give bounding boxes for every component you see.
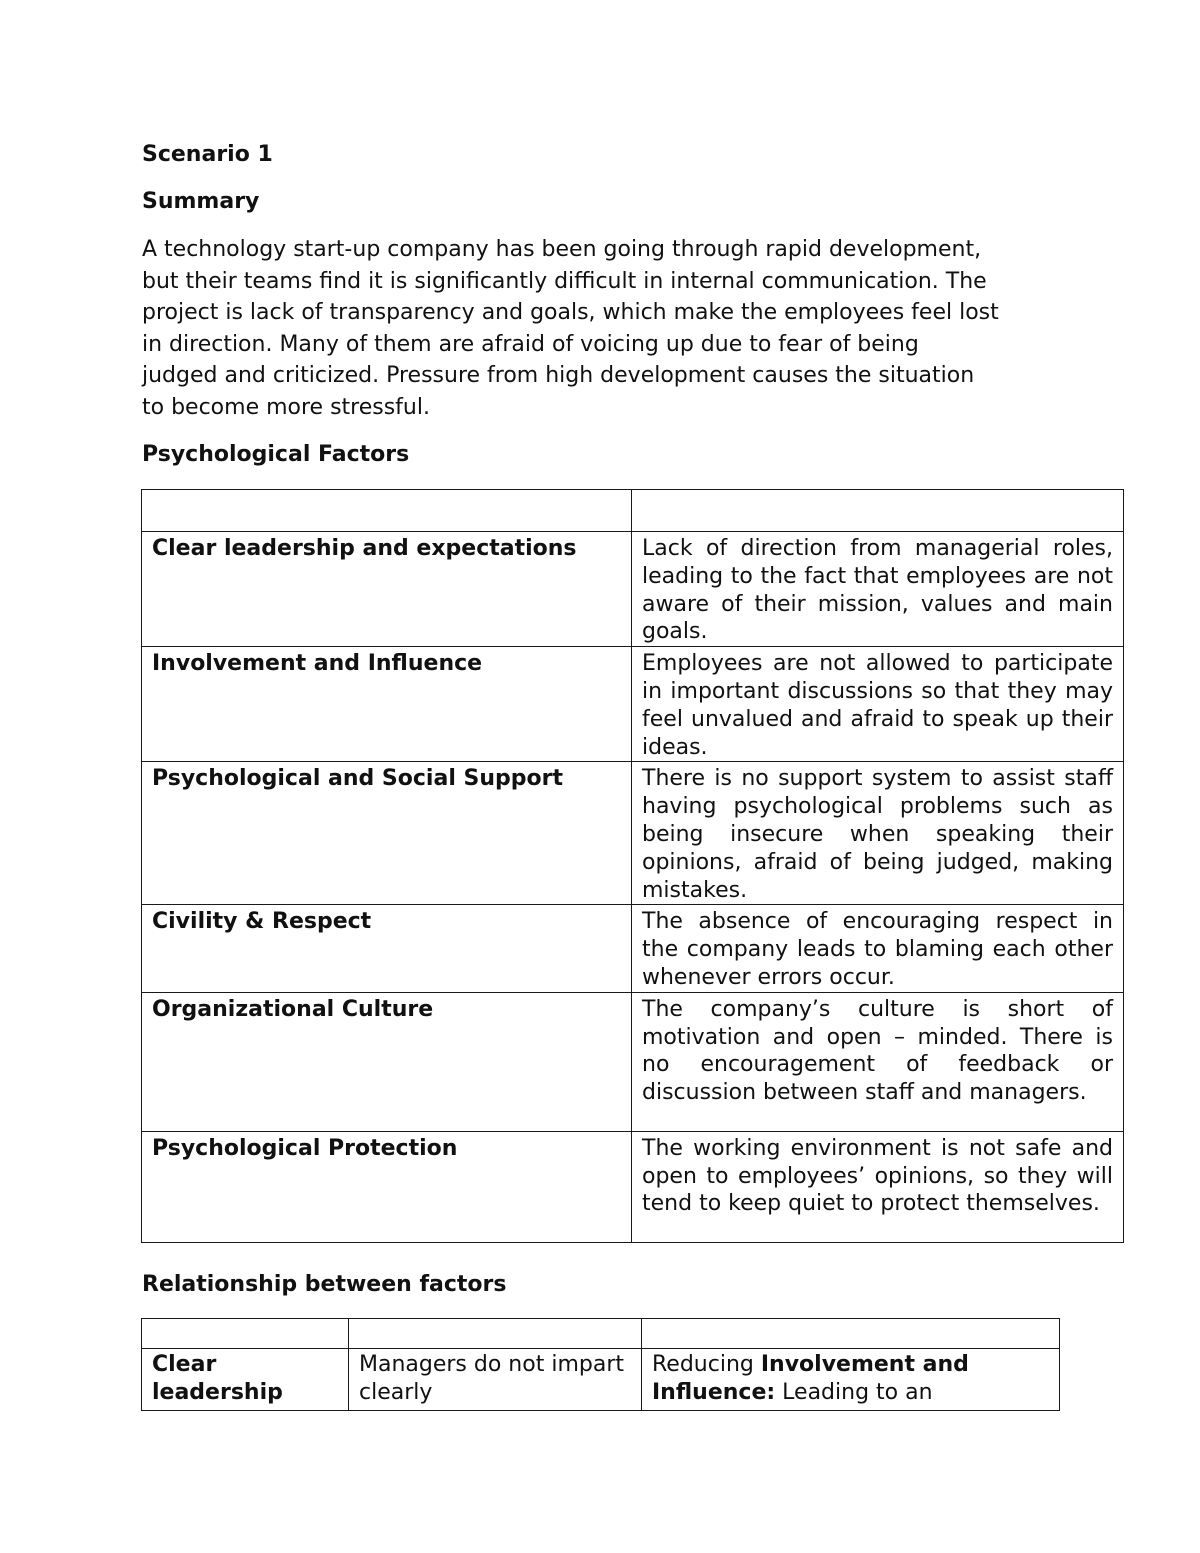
summary-line: in direction. Many of them are afraid of voicing up due to fear of being xyxy=(142,331,919,357)
table-row xyxy=(142,647,1124,762)
factor-description-cell: The absence of encouraging respect in the company leads to blaming each other whenever errors occur. xyxy=(632,905,1124,992)
factor-description-cell: The company’s culture is short of motivation and open – minded. There is no encouragement of feedback or discussion between staff and managers. xyxy=(632,992,1124,1131)
summary-line: to become more stressful. xyxy=(142,394,430,420)
factor-description-cell: Lack of direction from managerial roles, leading to the fact that employees are not aware of their mission, values and main goals. xyxy=(632,532,1124,647)
page-break-border xyxy=(141,1410,1059,1411)
relationship-cause-cell: Managers do not impart clearly xyxy=(349,1349,642,1411)
summary-heading: Summary xyxy=(142,189,260,214)
relationship-factor-cell: Clear leadership xyxy=(142,1349,349,1411)
scenario-title: Scenario 1 xyxy=(142,142,273,167)
effect-bold-term: Involvement and Influence: xyxy=(652,1352,969,1405)
factor-description-cell: Employees are not allowed to participate in important discussions so that they may feel unvalued and afraid to speak up their ideas. xyxy=(632,647,1124,762)
table-header-cell xyxy=(142,1319,349,1349)
table-row xyxy=(142,1349,1060,1411)
table-row xyxy=(142,905,1124,992)
table-row xyxy=(142,532,1124,647)
factor-name-cell: Clear leadership and expectations xyxy=(142,532,632,647)
table-header-row xyxy=(142,1319,1060,1349)
factor-name-cell: Psychological and Social Support xyxy=(142,762,632,905)
table-header-cell xyxy=(632,490,1124,532)
factor-description-cell: The working environment is not safe and open to employees’ opinions, so they will tend to keep quiet to protect themselves. xyxy=(632,1131,1124,1242)
factor-name-cell: Organizational Culture xyxy=(142,992,632,1131)
table-header-row xyxy=(142,490,1124,532)
factor-name-cell: Civility & Respect xyxy=(142,905,632,992)
table-row xyxy=(142,1131,1124,1242)
psychological-factors-heading: Psychological Factors xyxy=(142,442,410,467)
effect-prefix: Reducing xyxy=(652,1352,761,1377)
factor-name-cell: Involvement and Influence xyxy=(142,647,632,762)
summary-line: project is lack of transparency and goals, which make the employees feel lost xyxy=(142,300,999,325)
relationship-effect-cell xyxy=(642,1349,1060,1411)
summary-line: judged and criticized. Pressure from high development causes the situation xyxy=(142,363,975,388)
psychological-factors-table xyxy=(141,489,1124,1243)
table-header-cell xyxy=(642,1319,1060,1349)
relationship-table xyxy=(141,1318,1060,1411)
table-header-cell xyxy=(142,490,632,532)
summary-line: A technology start-up company has been going through rapid development, xyxy=(142,237,982,262)
table-header-cell xyxy=(349,1319,642,1349)
table-row xyxy=(142,992,1124,1131)
summary-paragraph xyxy=(142,234,1072,423)
summary-line: but their teams find it is significantly difficult in internal communication. The xyxy=(142,268,987,294)
table-row xyxy=(142,762,1124,905)
factor-description-cell: There is no support system to assist staff having psychological problems such as being insecure when speaking their opinions, afraid of being judged, making mistakes. xyxy=(632,762,1124,905)
relationship-heading: Relationship between factors xyxy=(142,1272,507,1297)
effect-suffix: Leading to an xyxy=(775,1379,933,1405)
factor-name-cell: Psychological Protection xyxy=(142,1131,632,1242)
